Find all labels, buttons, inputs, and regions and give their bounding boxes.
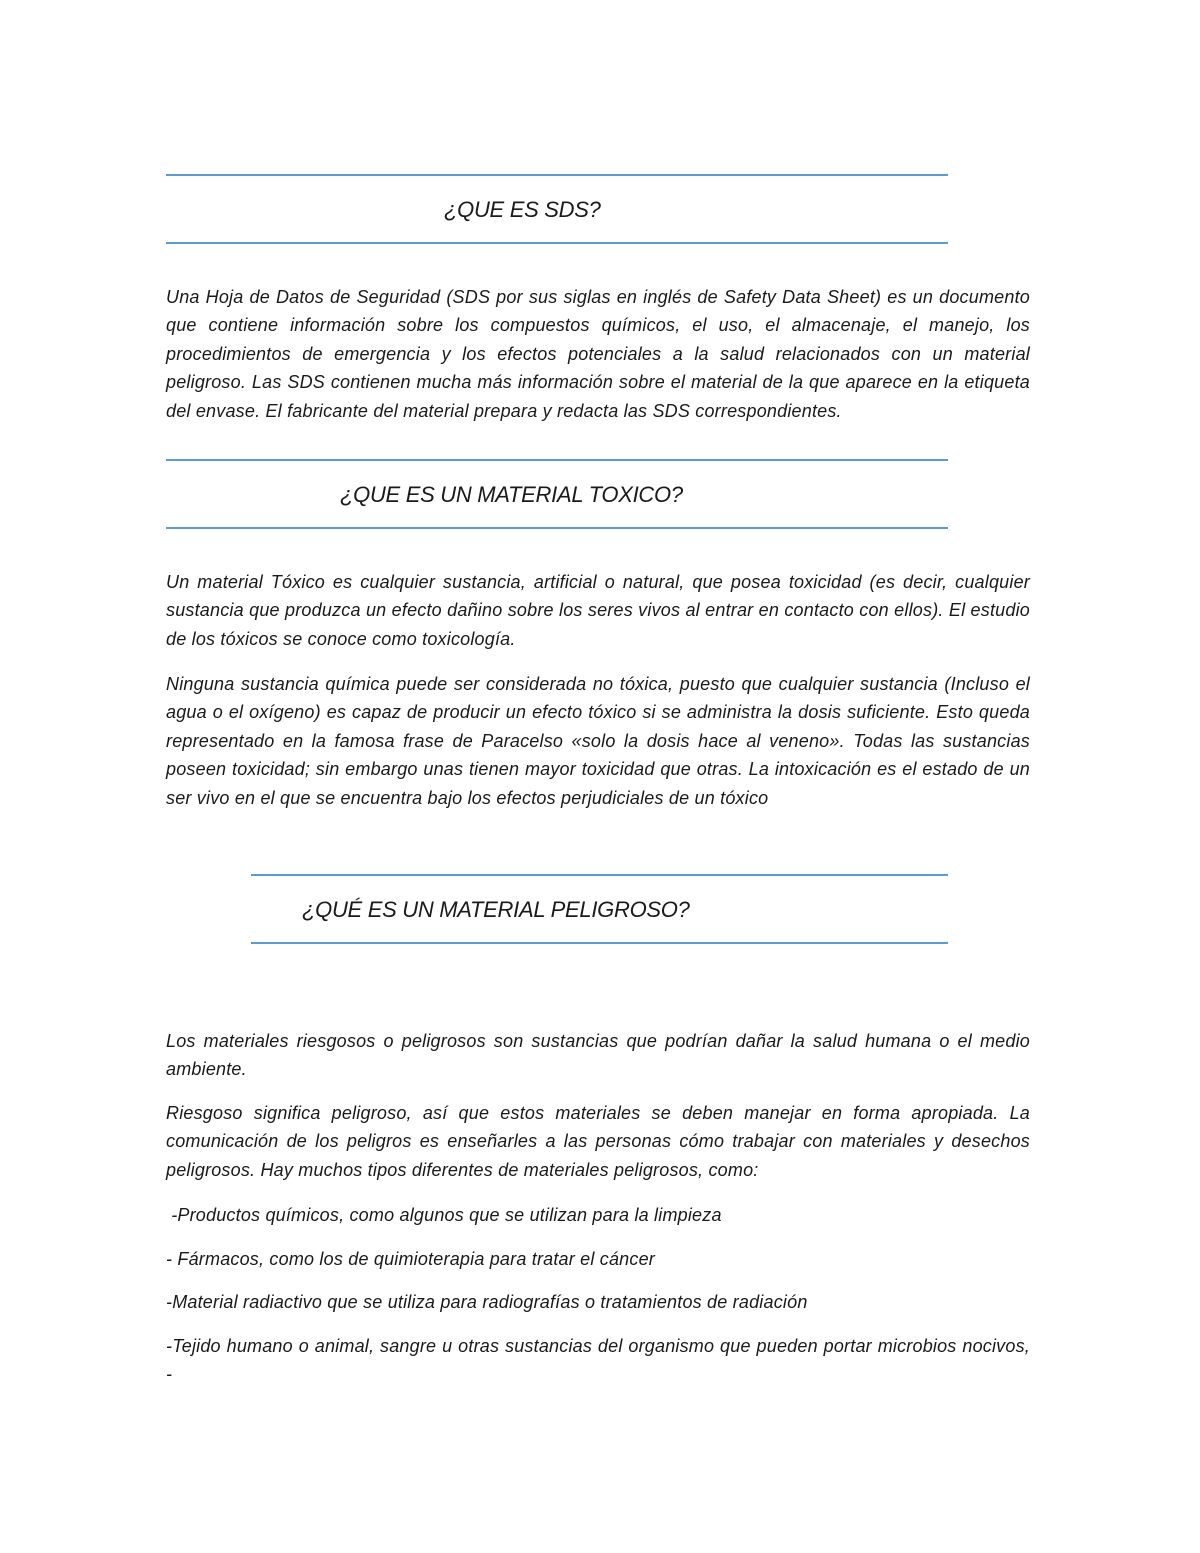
section-heading-hazardous-material: ¿QUÉ ES UN MATERIAL PELIGROSO? bbox=[302, 897, 690, 922]
paragraph-toxic-definition: Un material Tóxico es cualquier sustancia, artificial o natural, que posea toxicidad (es decir, cualquier sustancia que produzca un efecto dañino sobre los seres vivos al entrar en contacto con ellos). El estudio de los tóxicos se conoce como toxicología. bbox=[166, 572, 1030, 649]
paragraph-hazard-communication: Riesgoso significa peligroso, así que estos materiales se deben manejar en forma apropiada. La comunicación de los peligros es enseñarles a las personas cómo trabajar con materiales y desechos peligrosos. Hay muchos tipos diferentes de materiales peligrosos, como: bbox=[166, 1103, 1030, 1180]
paragraph-toxicity-explanation: Ninguna sustancia química puede ser considerada no tóxica, puesto que cualquier sustancia (Incluso el agua o el oxígeno) es capaz de producir un efecto tóxico si se administra la dosis suficiente. Esto queda representado en la famosa frase de Paracelso «solo la dosis hace al veneno». Todas las sustancias poseen toxicidad; sin embargo unas tienen mayor toxicidad que otras. La intoxicación es el estado de un ser vivo en el que se encuentra bajo los efectos perjudiciales de un tóxico bbox=[166, 674, 1030, 808]
paragraph-sds-definition: Una Hoja de Datos de Seguridad (SDS por sus siglas en inglés de Safety Data Sheet) es un documento que contiene información sobre los compuestos químicos, el uso, el almacenaje, el manejo, los procedimientos de emergencia y los efectos potenciales a la salud relacionados con un material peligroso. Las SDS contienen mucha más información sobre el material de la que aparece en la etiqueta del envase. El fabricante del material prepara y redacta las SDS correspondientes. bbox=[166, 287, 1030, 421]
section-heading-toxic-material: ¿QUE ES UN MATERIAL TOXICO? bbox=[340, 482, 683, 507]
list-item-chemicals: -Productos químicos, como algunos que se utilizan para la limpieza bbox=[166, 1205, 722, 1225]
heading-rule-bottom bbox=[166, 242, 948, 244]
section-heading-sds: ¿QUE ES SDS? bbox=[444, 197, 601, 222]
list-item-biological-tissue: -Tejido humano o animal, sangre u otras sustancias del organismo que pueden portar microbios nocivos, - bbox=[166, 1336, 1030, 1385]
heading-rule-bottom bbox=[166, 527, 948, 529]
heading-rule-bottom bbox=[251, 942, 948, 944]
heading-rule-top bbox=[166, 459, 948, 461]
heading-rule-top bbox=[166, 174, 948, 176]
paragraph-hazardous-definition: Los materiales riesgosos o peligrosos son sustancias que podrían dañar la salud humana o el medio ambiente. bbox=[166, 1031, 1030, 1080]
heading-rule-top bbox=[251, 874, 948, 876]
list-item-drugs: - Fármacos, como los de quimioterapia para tratar el cáncer bbox=[166, 1249, 656, 1269]
list-item-radioactive: -Material radiactivo que se utiliza para radiografías o tratamientos de radiación bbox=[166, 1292, 808, 1312]
